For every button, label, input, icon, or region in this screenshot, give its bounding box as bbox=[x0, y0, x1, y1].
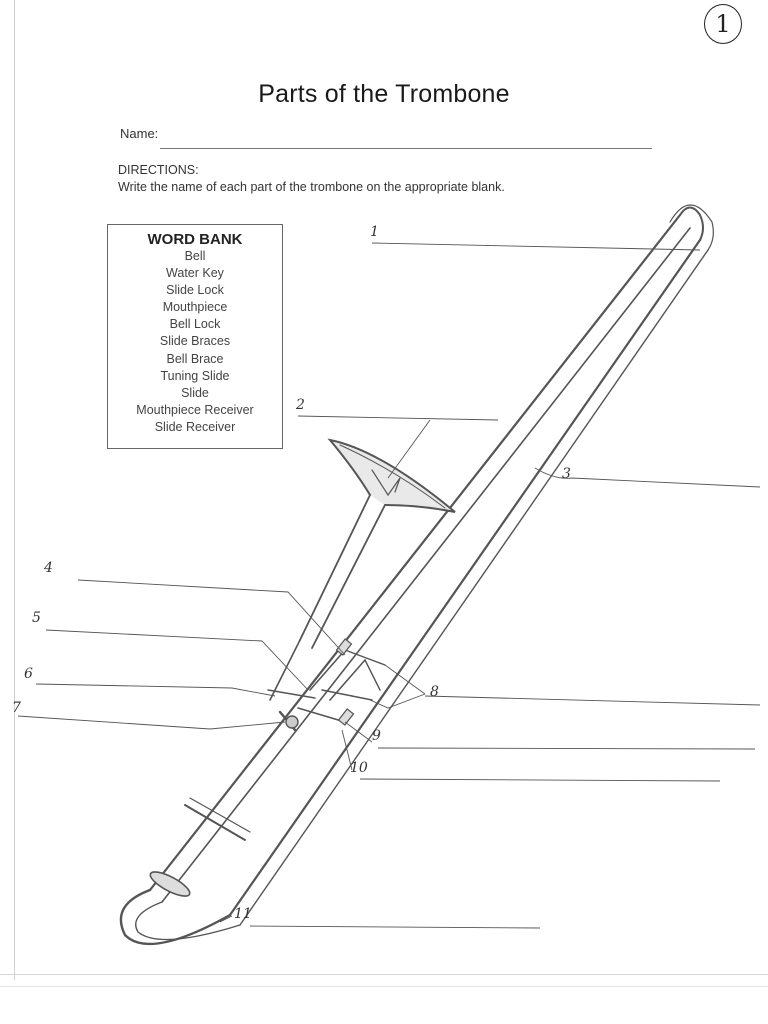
word-bank-item: Bell Lock bbox=[169, 317, 221, 332]
word-bank-item: Tuning Slide bbox=[160, 368, 230, 383]
part-label-8: 8 bbox=[430, 684, 439, 700]
part-label-10: 10 bbox=[350, 760, 368, 776]
word-bank-item: Slide Lock bbox=[166, 283, 224, 298]
page-number: 1 bbox=[704, 4, 742, 44]
directions-text: Write the name of each part of the trombone on the appropriate blank. bbox=[118, 180, 505, 194]
word-bank-item: Mouthpiece Receiver bbox=[136, 402, 254, 417]
word-bank-item: Bell bbox=[184, 249, 206, 263]
word-bank-item: Slide bbox=[181, 385, 209, 400]
part-label-2: 2 bbox=[296, 397, 305, 413]
word-bank-item: Bell Brace bbox=[166, 351, 224, 366]
word-bank-item: Water Key bbox=[166, 266, 224, 281]
part-label-3: 3 bbox=[562, 466, 571, 482]
part-label-9: 9 bbox=[372, 728, 381, 744]
word-bank-item: Slide Braces bbox=[159, 334, 231, 349]
worksheet-title: Parts of the Trombone bbox=[258, 80, 510, 108]
word-bank-title: WORD BANK bbox=[147, 231, 243, 248]
name-label: Name: bbox=[120, 126, 159, 141]
part-label-11: 11 bbox=[234, 906, 252, 922]
part-label-7: 7 bbox=[12, 700, 21, 716]
trombone-bell-section bbox=[268, 440, 455, 730]
part-label-6: 6 bbox=[24, 666, 33, 682]
part-label-4: 4 bbox=[44, 560, 53, 576]
word-bank-item: Slide Receiver bbox=[154, 419, 236, 434]
word-bank-item: Mouthpiece bbox=[162, 300, 228, 315]
part-label-1: 1 bbox=[370, 224, 379, 240]
directions-heading: DIRECTIONS: bbox=[118, 163, 199, 177]
part-label-5: 5 bbox=[32, 610, 41, 626]
trombone-slide bbox=[121, 205, 713, 944]
